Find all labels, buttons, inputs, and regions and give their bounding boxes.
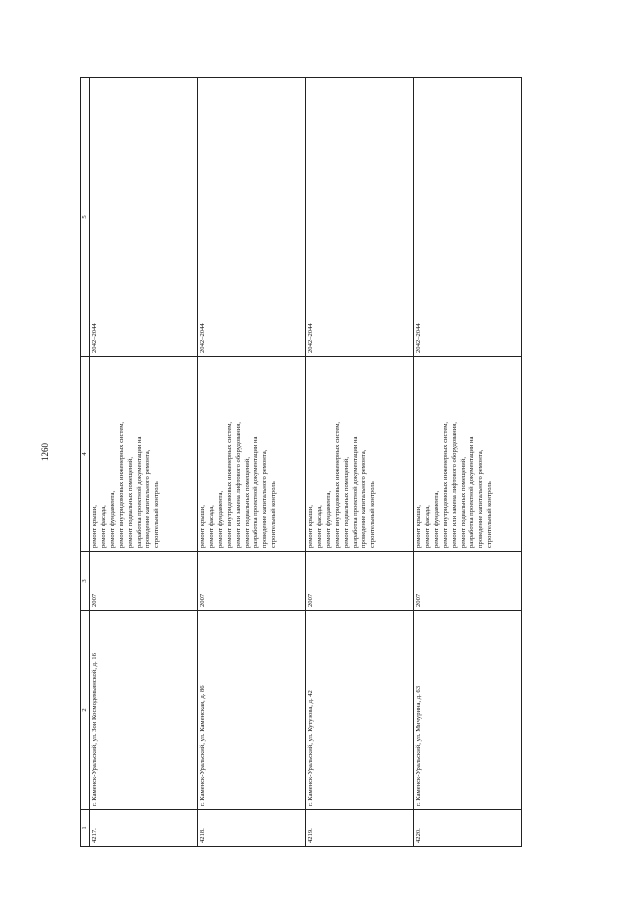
table-row [414, 78, 522, 847]
header-col-3: 3 [81, 552, 90, 611]
work-item: ремонт крыши, [415, 505, 422, 548]
row-number-cell: 4219. [306, 810, 414, 847]
repair-period-cell: 2042–2044 [198, 78, 306, 357]
header-col-1: 1 [81, 810, 90, 847]
work-item: ремонт внутридомовых инженерных систем, [225, 421, 233, 548]
work-item: проведение капитального ремонта, [360, 449, 368, 548]
work-item: ремонт крыши, [91, 505, 98, 548]
work-item: проведение капитального ремонта, [144, 449, 152, 548]
commission-year-cell: 2007 [414, 552, 522, 611]
work-item: ремонт подвальных помещений, [342, 457, 350, 548]
work-item: разработка проектной документации на [135, 436, 143, 548]
row-number-cell: 4218. [198, 810, 306, 847]
work-item: ремонт фундамента, [432, 490, 440, 548]
header-col-5: 5 [81, 78, 90, 357]
table-row [90, 78, 198, 847]
header-col-2: 2 [81, 611, 90, 810]
work-item: строительный контроль [369, 481, 377, 548]
work-item: проведение капитального ремонта, [261, 449, 269, 548]
header-row [81, 78, 90, 847]
work-item: разработка проектной документации на [468, 436, 476, 548]
work-item: ремонт подвальных помещений, [243, 457, 251, 548]
work-item: ремонт или замена лифтового оборудования, [234, 422, 242, 548]
work-item: разработка проектной документации на [351, 436, 359, 548]
work-item: ремонт крыши, [307, 505, 314, 548]
work-item: ремонт фасада, [315, 505, 323, 548]
address-cell: г. Каменск-Уральский, ул. Кутузова, д. 42 [306, 611, 414, 810]
repair-schedule-table [80, 77, 522, 847]
work-item: разработка проектной документации на [252, 436, 260, 548]
address-cell: г. Каменск-Уральский, ул. Мичурина, д. 63 [414, 611, 522, 810]
header-col-4: 4 [81, 357, 90, 552]
work-item: ремонт крыши, [199, 505, 206, 548]
work-item: ремонт фундамента, [108, 490, 116, 548]
table-rotator [80, 77, 555, 847]
work-item: ремонт фундамента, [216, 490, 224, 548]
commission-year-cell: 2007 [90, 552, 198, 611]
works-cell [414, 357, 522, 552]
work-item: ремонт подвальных помещений, [126, 457, 134, 548]
work-item: ремонт или замена лифтового оборудования, [450, 422, 458, 548]
work-item: ремонт внутридомовых инженерных систем, [117, 421, 125, 548]
row-number-cell: 4220. [414, 810, 522, 847]
rotated-table-region [80, 77, 555, 847]
works-cell [90, 357, 198, 552]
table-row [198, 78, 306, 847]
work-item: ремонт фасада, [99, 505, 107, 548]
repair-period-cell: 2042–2044 [90, 78, 198, 357]
repair-period-cell: 2042–2044 [306, 78, 414, 357]
work-item: строительный контроль [486, 481, 494, 548]
commission-year-cell: 2007 [198, 552, 306, 611]
row-number-cell: 4217. [90, 810, 198, 847]
address-cell: г. Каменск-Уральский, ул. Зои Космодемьянской, д. 16 [90, 611, 198, 810]
work-item: ремонт подвальных помещений, [459, 457, 467, 548]
page-number: 1260 [40, 443, 50, 461]
repair-period-cell: 2042–2044 [414, 78, 522, 357]
table-row [306, 78, 414, 847]
work-item: строительный контроль [153, 481, 161, 548]
work-item: ремонт фундамента, [324, 490, 332, 548]
works-cell [198, 357, 306, 552]
commission-year-cell: 2007 [306, 552, 414, 611]
works-cell [306, 357, 414, 552]
work-item: ремонт фасада, [423, 505, 431, 548]
work-item: ремонт фасада, [207, 505, 215, 548]
work-item: ремонт внутридомовых инженерных систем, [441, 421, 449, 548]
address-cell: г. Каменск-Уральский, ул. Каменская, д. 86 [198, 611, 306, 810]
work-item: ремонт внутридомовых инженерных систем, [333, 421, 341, 548]
work-item: строительный контроль [270, 481, 278, 548]
work-item: проведение капитального ремонта, [477, 449, 485, 548]
